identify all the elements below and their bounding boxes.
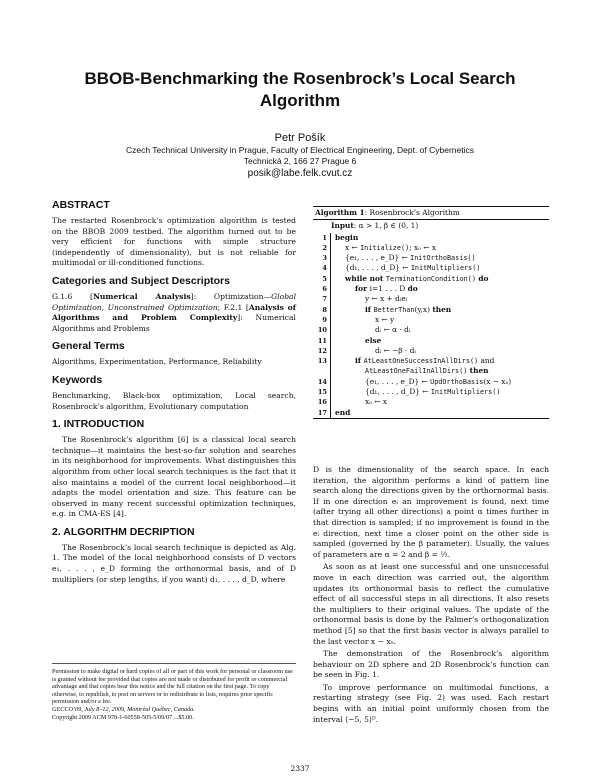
author-address: Technická 2, 166 27 Prague 6 [243, 156, 357, 166]
algorithm-line [313, 387, 549, 397]
line-code: if AtLeastOneSuccessInAllDirs() and [355, 356, 495, 366]
algorithm-line [313, 305, 549, 315]
introduction-text: The Rosenbrock’s algorithm [6] is a classical local search technique—it maintains the best-so-far solution and searches in its neighborhood for improvements. What distinguishes this algorithm from other local search techniques is the fact that it also maintains a model of the current local neighborhood—it adapts the model orientation and size. This feature can be observed in many recent successful optimization techniques, e.g. in CMA-ES [4]. [52, 435, 296, 519]
keywords-text: Benchmarking, Black-box optimization, Local search, Rosenbrock’s algorithm, Evolutionary computation [52, 390, 296, 411]
abstract-text: The restarted Rosenbrock’s optimization algorithm is tested on the BBOB 2009 testbed. The algorithm turned out to be very efficient for functions with simple structure (independently of dimensionality), but is not reliable for multimodal or ill-conditioned functions. [52, 216, 296, 268]
copyright-line: Copyright 2009 ACM 978-1-60558-505-5/09/07 ...$5.00. [52, 713, 194, 721]
line-number: 13 [313, 356, 331, 366]
author-block [40, 131, 560, 180]
line-code: x ← Initialize(); xₒ ← x [345, 242, 437, 252]
line-code: xₒ ← x [365, 397, 388, 407]
author-affiliation: Czech Technical University in Prague, Faculty of Electrical Engineering, Dept. of Cybernetics [125, 145, 475, 155]
right-column [313, 465, 549, 727]
algorithm-box [313, 206, 549, 419]
algorithm-line [313, 315, 549, 325]
line-number: 5 [313, 274, 331, 284]
algorithm-description-paragraph: The demonstration of the Rosenbrock’s algorithm behaviour on 2D sphere and 2D Rosenbrock’s function can be seen in Fig. 1. [313, 649, 549, 680]
line-code: {e₁, . . . , e_D} ← UpdOrthoBasis(x − xₒ) [365, 376, 512, 386]
categories-heading: Categories and Subject Descriptors [52, 274, 230, 287]
permission-notice [52, 663, 296, 721]
general-terms-text: Algorithms, Experimentation, Performance, Reliability [52, 357, 262, 367]
algorithm-line [313, 274, 549, 284]
line-code: {e₁, . . . , e_D} ← InitOrthoBasis() [345, 253, 476, 263]
algorithm-description-paragraph: D is the dimensionality of the search space. In each iteration, the algorithm performs a kind of pattern line search along the directions given by the orthornormal basis. If in one direction eᵢ an improvement is found, next time (after trying all other directions) a point α times further in that direction is sampled; if no improvement is found in the eᵢ direction, next time a closer point on the other side is sampled (governed by the β parameter). Usually, the values of parameters are α = 2 and β = ½. [313, 465, 549, 559]
line-number: 4 [313, 263, 331, 273]
line-number: 3 [313, 253, 331, 263]
line-number [313, 366, 331, 376]
line-code: {d₁, . . . , d_D} ← InitMultipliers() [365, 387, 501, 397]
line-code: x ← y [375, 314, 395, 324]
line-code: else [365, 335, 382, 345]
algorithm-line [313, 284, 549, 294]
algorithm-line [313, 346, 549, 356]
algorithm-line [313, 366, 549, 376]
line-code: AtLeastOneFailInAllDirs() then [365, 366, 489, 376]
algorithm-description-paragraph: The Rosenbrock’s local search technique is depicted as Alg. 1. The model of the local neighborhood consists of D vectors e₁, . . . , e_D forming the orthonormal basis, and of D multipliers (or step lengths, if you want) d₁, . . . , d_D, where [52, 542, 296, 584]
algorithm-line [313, 253, 549, 263]
line-number: 1 [313, 233, 331, 243]
algorithm-description-heading: 2. ALGORITHM DECRIPTION [52, 525, 195, 538]
keywords-heading: Keywords [52, 373, 103, 386]
line-code: end [335, 407, 351, 417]
line-code: dᵢ ← −β · dᵢ [375, 345, 416, 355]
author-name: Petr Pošík [274, 132, 326, 144]
line-code: for i=1 . . . D do [355, 284, 418, 294]
line-code: dᵢ ← α · dᵢ [375, 325, 411, 335]
conference-venue: GECCO’09, July 8–12, 2009, Montréal Québec, Canada. [52, 705, 195, 713]
line-number: 12 [313, 346, 331, 356]
algorithm-line [313, 336, 549, 346]
introduction-heading: 1. INTRODUCTION [52, 418, 145, 431]
line-code: while not TerminationCondition() do [345, 273, 489, 283]
categories-text: G.1.6 [Numerical Analysis]: Optimization—Global Optimization, Unconstrained Optimization; F.2.1 [Analysis of Algorithms and Problem Complexity]: Numerical Algorithms and Problems [52, 291, 297, 333]
algorithm-line [313, 408, 549, 418]
algorithm-line [313, 243, 549, 253]
line-number: 16 [313, 397, 331, 407]
line-code: if BetterThan(y,x) then [365, 304, 452, 314]
line-number: 17 [313, 408, 331, 418]
algorithm-line [313, 294, 549, 304]
algorithm-line [313, 263, 549, 273]
line-number: 15 [313, 387, 331, 397]
line-code: y ← x + dᵢeᵢ [365, 294, 408, 304]
left-column [52, 199, 296, 587]
algorithm-caption: Algorithm 1: Rosenbrock’s Algorithm [313, 207, 549, 220]
permission-text: Permission to make digital or hard copies of all or part of this work for personal or classroom use is granted without fee provided that copies are not made or distributed for profit or commercial advantage and that copies bear this notice and the full citation on the first page. To copy otherwise, to republish, to post on servers or to redistribute to lists, requires prior specific permission and/or a fee. [52, 668, 293, 706]
general-terms-heading: General Terms [52, 340, 125, 353]
line-number: 2 [313, 243, 331, 253]
algorithm-description-paragraph: To improve performance on multimodal functions, a restarting strategy (see Fig. 2) was used. Each restart begins with an initial point uniformly chosen from the interval ⟨−5, 5⟩ᴰ. [313, 682, 549, 724]
line-number: 10 [313, 325, 331, 335]
algorithm-input: Input: α > 1, β ∈ (0, 1) [331, 221, 419, 231]
algorithm-line [313, 233, 549, 243]
page-number: 2337 [290, 764, 310, 773]
line-number: 7 [313, 294, 331, 304]
line-number: 14 [313, 377, 331, 387]
algorithm-line [313, 325, 549, 335]
paper-title: BBOB-Benchmarking the Rosenbrock’s Local Search Algorithm [84, 69, 516, 110]
algorithm-lines [313, 233, 549, 418]
line-number: 6 [313, 284, 331, 294]
author-email: posik@labe.felk.cvut.cz [247, 168, 353, 179]
algorithm-description-paragraph: As soon as at least one successful and one unsuccessful move in each direction was carried out, the algorithm updates its orthonormal basis to reflect the cumulative effect of all successful steps in all directions. It also resets the multipliers to their original values. The update of the orthonormal basis is done by the Palmer’s orthogonalization method [5] so that the first basis vector is always parallel to the last vector x − xₒ. [313, 562, 549, 646]
line-code: begin [335, 232, 359, 242]
line-number: 11 [313, 336, 331, 346]
line-number: 9 [313, 315, 331, 325]
algorithm-line [313, 356, 549, 366]
algorithm-line [313, 377, 549, 387]
algorithm-line [313, 397, 549, 407]
abstract-heading: ABSTRACT [52, 199, 110, 211]
line-number: 8 [313, 305, 331, 315]
line-code: {d₁, . . . , d_D} ← InitMultipliers() [345, 263, 481, 273]
